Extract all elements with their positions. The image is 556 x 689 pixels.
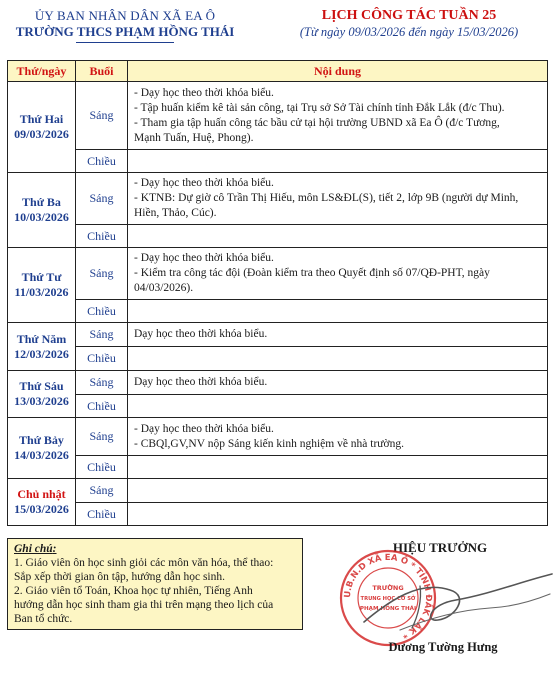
day-cell (8, 418, 76, 479)
header-day: Thứ/ngày (8, 61, 76, 82)
day-cell (8, 323, 76, 371)
content-line: - Tham gia tập huấn công tác bầu cử tại hội trường UBND xã Ea Ô (đ/c Tương, (134, 116, 500, 129)
day-name: Thứ Tư (21, 270, 62, 284)
content-line: Hiền, Thảo, Cúc). (134, 207, 217, 219)
table-row (8, 248, 548, 300)
content-cell (128, 225, 548, 248)
content-cell (128, 371, 548, 395)
day-date: 15/03/2026 (14, 502, 69, 516)
content-line: - Dạy học theo thời khóa biểu. (134, 422, 274, 435)
session-afternoon: Chiều (76, 456, 128, 479)
document-subtitle: (Từ ngày 09/03/2026 đến ngày 15/03/2026) (299, 25, 519, 39)
table-row (8, 395, 548, 418)
content-cell (128, 347, 548, 371)
session-morning: Sáng (76, 323, 128, 347)
session-morning: Sáng (76, 479, 128, 503)
day-name: Thứ Ba (22, 195, 61, 209)
day-name: Chủ nhật (17, 487, 66, 501)
content-line: Dạy học theo thời khóa biểu. (134, 376, 268, 388)
session-afternoon: Chiều (76, 395, 128, 418)
content-cell (128, 418, 548, 456)
stamp-inner-2: TRUNG HỌC CƠ SỞ (360, 596, 416, 602)
session-afternoon: Chiều (76, 503, 128, 526)
table-row (8, 479, 548, 503)
day-name: Thứ Bảy (19, 433, 64, 447)
content-cell (128, 456, 548, 479)
session-afternoon: Chiều (76, 150, 128, 173)
stamp-inner-3: PHẠM HỒNG THÁI (359, 606, 417, 612)
org-line-1: ỦY BAN NHÂN DÂN XÃ EA Ô (34, 8, 216, 23)
table-row (8, 418, 548, 456)
content-cell (128, 300, 548, 323)
content-cell (128, 479, 548, 503)
document-title: LỊCH CÔNG TÁC TUẦN 25 (321, 8, 497, 23)
content-cell (128, 150, 548, 173)
day-name: Thứ Hai (19, 112, 64, 126)
session-afternoon: Chiều (76, 347, 128, 371)
content-cell (128, 248, 548, 300)
session-morning: Sáng (76, 371, 128, 395)
content-cell (128, 395, 548, 418)
day-name: Thứ Sáu (19, 379, 64, 393)
table-row (8, 225, 548, 248)
day-date: 13/03/2026 (14, 394, 69, 408)
signer-title: HIỆU TRƯỞNG (392, 540, 488, 555)
content-line: Mạnh Tuấn, Huệ, Phong). (134, 131, 254, 144)
note-line: 1. Giáo viên ôn học sinh giỏi các môn văn hóa, thể thao: (14, 557, 274, 569)
session-afternoon: Chiều (76, 225, 128, 248)
document-title-block (262, 8, 556, 40)
content-cell (128, 82, 548, 150)
day-name: Thứ Năm (16, 331, 67, 346)
table-row (8, 371, 548, 395)
note-title: Ghi chú: (14, 543, 57, 555)
org-line-2: TRƯỜNG THCS PHẠM HỒNG THÁI (15, 24, 235, 39)
table-row (8, 173, 548, 225)
day-cell (8, 248, 76, 323)
signer-name: Dương Tường Hưng (388, 640, 498, 654)
table-row (8, 150, 548, 173)
stamp-ring-text: U.B.N.D XÃ EA Ô * TỈNH ĐẮK LẮK * (342, 552, 434, 640)
table-row (8, 503, 548, 526)
session-morning: Sáng (76, 173, 128, 225)
session-morning: Sáng (76, 82, 128, 150)
content-line: Dạy học theo thời khóa biểu. (134, 328, 268, 340)
table-row (8, 347, 548, 371)
header-session: Buổi (76, 61, 128, 82)
content-cell (128, 173, 548, 225)
session-morning: Sáng (76, 248, 128, 300)
note-box (7, 538, 303, 630)
day-date: 12/03/2026 (14, 346, 69, 361)
table-row (8, 82, 548, 150)
note-line: 2. Giáo viên tổ Toán, Khoa học tự nhiên, Tiếng Anh (14, 585, 253, 597)
note-line: hướng dẫn học sinh tham gia thi trên mạng theo lịch của (14, 599, 274, 611)
table-row (8, 456, 548, 479)
content-cell (128, 503, 548, 526)
schedule-table (7, 60, 548, 526)
content-line: - CBQl,GV,NV nộp Sáng kiến kinh nghiệm về nhà trường. (134, 437, 404, 450)
header-underline (76, 42, 174, 43)
day-cell (8, 173, 76, 248)
content-line: - Dạy học theo thời khóa biểu. (134, 86, 274, 99)
content-line: 04/03/2026). (134, 282, 194, 294)
content-line: - Dạy học theo thời khóa biểu. (134, 252, 274, 264)
note-line: Sắp xếp thời gian ôn tập, hướng dẫn học sinh. (14, 571, 225, 583)
content-line: - Tập huấn kiểm kê tài sản công, tại Trụ sở Sở Tài chính tỉnh Đắk Lắk (đ/c Thu). (134, 101, 505, 114)
day-cell (8, 82, 76, 173)
table-row (8, 323, 548, 347)
header-content: Nội dung (128, 61, 548, 82)
stamp-inner-1: TRƯỜNG (372, 584, 404, 592)
day-cell (8, 371, 76, 418)
table-header-row (8, 61, 548, 82)
day-date: 14/03/2026 (14, 448, 69, 462)
day-cell (8, 479, 76, 526)
day-date: 11/03/2026 (14, 285, 69, 299)
note-line: Ban tổ chức. (14, 613, 73, 625)
session-morning: Sáng (76, 418, 128, 456)
day-date: 10/03/2026 (14, 210, 69, 224)
content-line: - Kiểm tra công tác đội (Đoàn kiểm tra theo Quyết định số 07/QĐ-PHT, ngày (134, 267, 490, 279)
content-cell (128, 323, 548, 347)
session-afternoon: Chiều (76, 300, 128, 323)
content-line: - KTNB: Dự giờ cô Trần Thị Hiếu, môn LS&ĐL(S), tiết 2, lớp 9B (người dự Minh, (134, 192, 519, 204)
day-date: 09/03/2026 (14, 127, 69, 141)
table-row (8, 300, 548, 323)
organization-header (0, 8, 250, 43)
content-line: - Dạy học theo thời khóa biểu. (134, 177, 274, 189)
